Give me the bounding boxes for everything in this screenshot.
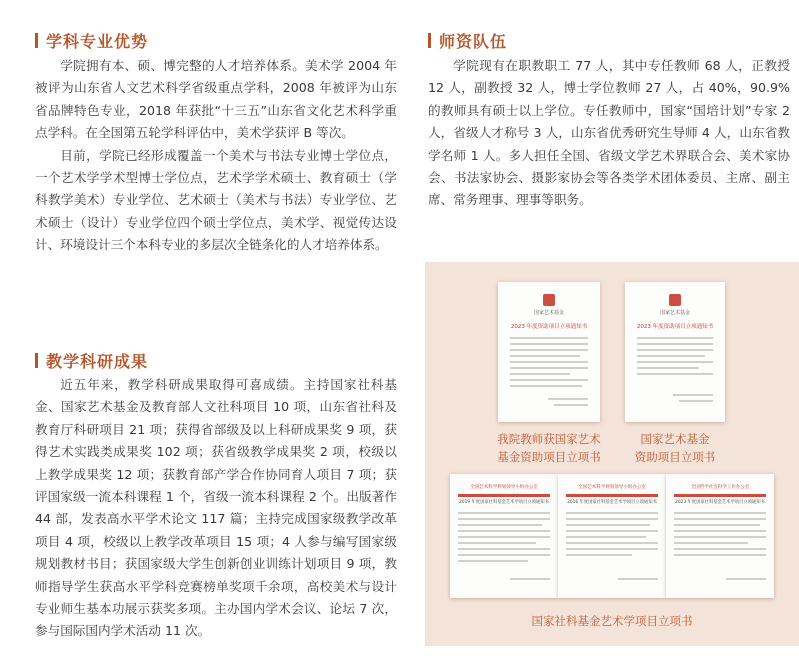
caption-art-fund: 国家艺术基金 资助项目立项书	[634, 432, 716, 464]
doc-title: 2016 年度国家社科基金艺术学项目立项通知书	[567, 500, 657, 505]
social-science-document-image-2	[558, 474, 666, 598]
research-paragraph: 近五年来，教学科研成果取得可喜成绩。主持国家社科基金、国家艺术基金及教育部人文社科项目 10 项，山东省社科及教育厅科研项目 21 项；获得省部级及以上科研成果奖 9 项，获得艺术实践类成果奖 102 项；获省级教学成果奖 2 项，校级以上教学成果奖 12 项；获教育部产学合作协同育人项目 7 项；获评国家级一流本科课程 1 个，省级一流本科课程 2 个。出版著作 44 部，发表高水平学术论文 117 篇；主持完成国家级教学改革项目 4 项，校级以上教学改革项目 15 项；4 人参与编写国家级规划教材书目；获国家级大学生创新创业训练计划项目 9 项，教师指导学生获高水平学科竞赛榜单奖项千余项，高校美术与设计专业师生基本功展示获奖多项。主办国内学术会议、论坛 7 次，参与国际国内学术活动 11 次。	[35, 377, 397, 639]
faculty-paragraph: 学院现有在职教职工 77 人，其中专任教师 68 人，正教授 12 人，副教授 32 人，博士学位教师 27 人，占 40%，90.9% 的教师具有硕士以上学位。专任教师中，国家“国培计划”专家 2 人，省级人才称号 3 人，山东省优秀研究生导师 4 人，山东省教学名师 1 人。多人担任全国、省级文学艺术界联合会、美术家协会、书法家协会、摄影家协会等各类学术团体委员、主席、副主席、常务理事、理事等职务。	[428, 58, 790, 208]
doc-header: 全国哲学社会科学工作办公室	[690, 485, 750, 490]
research-section	[35, 350, 397, 643]
faculty-section	[428, 30, 790, 212]
doc-header: 国家艺术基金	[533, 310, 564, 316]
funding-document-image-1	[498, 282, 600, 422]
research-heading: 教学科研成果	[35, 350, 397, 370]
discipline-paragraph-2: 目前，学院已经形成覆盖一个美术与书法专业博士学位点，一个艺术学学术型博士学位点，艺术学学术硕士、教育硕士（学科教学美术）专业学位、艺术硕士（美术与书法）专业学位、艺术硕士（设计）专业学位四个硕士学位点，美术学、视觉传达设计、环境设计三个本科专业的多层次全链条化的人才培养体系。	[35, 147, 397, 253]
faculty-heading: 师资队伍	[428, 30, 790, 50]
discipline-heading: 学科专业优势	[35, 30, 397, 50]
doc-title: 2023 年度国家社科基金艺术学项目立项通知书	[675, 500, 765, 505]
doc-title: 2023 年度资助项目立项通知书	[510, 324, 588, 330]
logo-seal-icon	[669, 294, 681, 306]
heading-bar	[35, 33, 38, 48]
doc-title: 2019 年度国家社科基金艺术学项目立项通知书	[459, 500, 549, 505]
doc-header: 全国艺术科学规划领导小组办公室	[470, 485, 538, 490]
discipline-paragraph-1: 学院拥有本、硕、博完整的人才培养体系。美术学 2004 年被评为山东省人文艺术科学省级重点学科，2008 年被评为山东省品牌特色专业，2018 年获批“十三五”山东省文化艺术科学重点学科。在全国第五轮学科评估中，美术学获评 B 等次。	[35, 58, 397, 141]
heading-bar	[428, 33, 431, 48]
heading-bar	[35, 353, 38, 368]
caption-social-science-fund: 国家社科基金艺术学项目立项书	[531, 614, 693, 628]
funding-document-image-2	[625, 282, 725, 422]
social-science-document-image-3	[666, 474, 774, 598]
document-gallery-panel	[425, 262, 799, 646]
doc-header: 国家艺术基金	[659, 310, 690, 316]
doc-header: 全国艺术科学规划领导小组办公室	[578, 485, 646, 490]
doc-title: 2023 年度资助项目立项通知书	[636, 324, 714, 330]
logo-seal-icon	[543, 294, 555, 306]
social-science-document-image-1	[450, 474, 558, 598]
caption-teacher-funding: 我院教师获国家艺术 基金资助项目立项书	[497, 432, 601, 464]
discipline-section	[35, 30, 397, 257]
